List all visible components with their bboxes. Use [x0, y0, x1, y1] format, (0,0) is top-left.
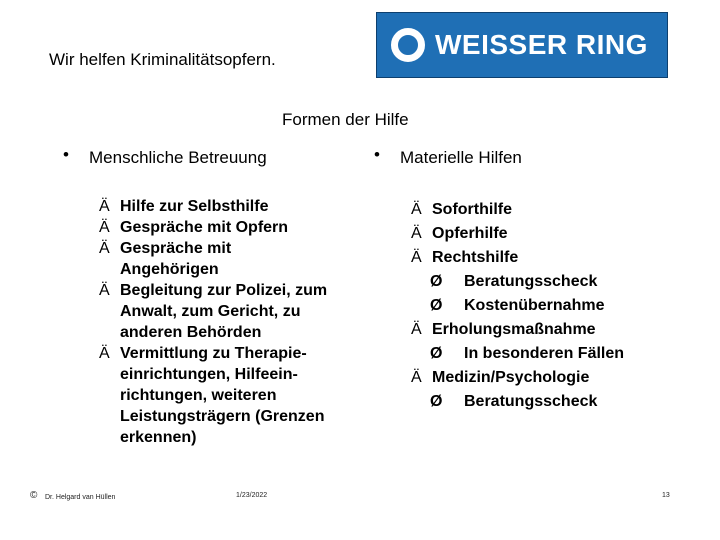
- arrow-icon: Ä: [411, 321, 422, 338]
- footer-date: 1/23/2022: [236, 492, 268, 499]
- left-items-list: [99, 196, 355, 448]
- right-items-list: [411, 198, 692, 414]
- list-item: Ä Rechtshilfe: [432, 246, 692, 270]
- list-item: Ä Opferhilfe: [432, 222, 692, 246]
- list-item: Ä Vermittlung zu Therapie-einrichtungen, Hilfeein-richtungen, weiteren Leistungsträgern (Grenzen erkennen): [99, 345, 325, 446]
- right-column-title: [374, 145, 522, 168]
- arrow-icon: Ä: [411, 369, 422, 386]
- copyright-symbol: ©: [30, 490, 38, 501]
- bullet-icon: •: [63, 145, 69, 164]
- left-column-title: [63, 145, 267, 168]
- list-item: Ä Soforthilfe: [432, 198, 692, 222]
- list-item: Ä Medizin/Psychologie: [432, 366, 692, 390]
- list-item: Ä Gespräche mit Angehörigen: [99, 240, 232, 278]
- slide-heading: Formen der Hilfe: [282, 110, 409, 129]
- left-column-title-text: Menschliche Betreuung: [89, 148, 267, 167]
- arrow-icon: Ä: [99, 240, 110, 257]
- weisser-ring-logo: [376, 12, 668, 78]
- chevron-right-icon: Ø: [430, 297, 443, 314]
- arrow-icon: Ä: [411, 201, 422, 218]
- sub-list-item: Ø In besonderen Fällen: [432, 342, 692, 366]
- chevron-right-icon: Ø: [430, 273, 443, 290]
- list-item: Ä Begleitung zur Polizei, zum Anwalt, zum Gericht, zu anderen Behörden: [99, 282, 328, 341]
- right-column-title-text: Materielle Hilfen: [400, 148, 522, 167]
- arrow-icon: Ä: [411, 249, 422, 266]
- logo-text: WEISSER RING: [435, 29, 648, 60]
- sub-list-item: Ø Beratungsscheck: [432, 270, 692, 294]
- footer-author: Dr. Helgard van Hüllen: [45, 494, 116, 501]
- tagline: Wir helfen Kriminalitätsopfern.: [49, 50, 276, 69]
- ring-logo-icon: [391, 28, 425, 62]
- sub-list-item: Ø Beratungsscheck: [432, 390, 692, 414]
- arrow-icon: Ä: [99, 198, 110, 215]
- chevron-right-icon: Ø: [430, 345, 443, 362]
- arrow-icon: Ä: [411, 225, 422, 242]
- list-item: Ä Erholungsmaßnahme: [432, 318, 692, 342]
- arrow-icon: Ä: [99, 345, 110, 362]
- arrow-icon: Ä: [99, 282, 110, 299]
- page-number: 13: [662, 492, 670, 499]
- chevron-right-icon: Ø: [430, 393, 443, 410]
- bullet-icon: •: [374, 145, 380, 164]
- list-item: Ä Gespräche mit Opfern: [99, 219, 289, 236]
- sub-list-item: Ø Kostenübernahme: [432, 294, 692, 318]
- arrow-icon: Ä: [99, 219, 110, 236]
- list-item: Ä Hilfe zur Selbsthilfe: [99, 198, 269, 215]
